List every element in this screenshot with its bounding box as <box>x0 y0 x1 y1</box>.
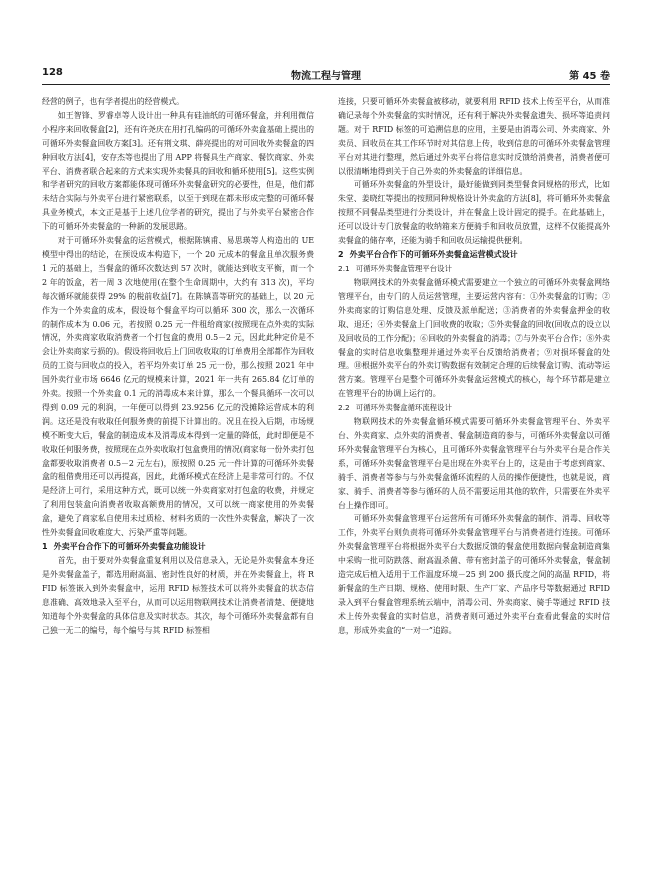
paragraph: 物联网技术的外卖餐盒循环模式需要可循环外卖餐盒管理平台、外卖平台、外卖商家、点外卖的消费者、餐盒制造商的参与，可循环外卖餐盒以可循环外卖餐盒管理平台为核心，且可循环外卖餐盒管理平台与外卖平台是合作关系，可循环外卖餐盒管理平台是出现在外卖平台上的，这是由于考虑到商家、骑手、消费者等参与与外卖餐盒循环流程的人员的操作便捷性，也就是说，商家、骑手、消费者等参与循环的人员不需要运用其他的软件，只需要在外卖平台上操作即可。 <box>338 417 610 510</box>
subsection-heading <box>338 262 610 276</box>
paragraph: 如王智锋、罗睿卓等人设计出一种具有硅油纸的可循环餐盒，并利用微信小程序来回收餐盒[2]，还有许尧庆在用打孔编码的可循环外卖盒基础上提出的可循环外卖餐盒回收方案[3]。还有荆文琪、薛亮提出的对可回收外卖餐盒的四种回收方法[4]，安存杰等也提出了用 APP 将餐具生产商家、餐饮商家、外卖平台、消费者联合起来的方式来实现外卖餐具的回收和循环使用[5]。这些实例和学者研究的回收方案都能体现可循环外卖餐盒研究的必要性，但是，他们都未结合实际与外卖平台进行紧密联系，以至于到现在都未形成完整的可循环餐具业务模式，本文正是基于上述几位学者的研究，提出了与外卖平台紧密合作下的可循环外卖餐盒的一种新的发展思路。 <box>42 110 314 232</box>
paragraph: 物联网技术的外卖餐盒循环模式需要建立一个独立的可循环外卖餐盒网络管理平台，由专门的人员运营管理，主要运营内容有：①外卖餐盒的订购；②外卖商家的订购信息处理、反馈及派单配送；③消费者的外卖餐盒押金的收取、退还；④外卖餐盒上门回收费的收取；⑤外卖餐盒的回收(回收点的设立以及回收员的工作分配)；⑥回收的外卖餐盒的消毒；⑦与外卖平台合作；⑧外卖餐盒的实时信息收集整理并通过外卖平台反馈给消费者；⑨对损坏餐盒的处理。⑩根据外卖平台的外卖订购数据有效制定合理的后续餐盒订购、流动等运营方案。管理平台是整个可循环外卖餐盒运营模式的核心，每个环节都是建立在管理平台的协调上运行的。 <box>338 277 610 399</box>
header-rule <box>42 84 610 85</box>
right-column <box>338 95 610 870</box>
paragraph: 对于可循环外卖餐盒的运营模式，根据陈镇甫、易思瑛等人构造出的 UE 模型中得出的结论，在预设成本构造下，一个 20 元成本的餐盒且单次服务费 1 元的基础上，当餐盒的循环次数达到 57 次时，就能达到收支平衡，而一个 2 年的饭盒，若一周 3 次地使用(在整个生命周期中，大约有 313 次)，平均每次循环就能获得 29% 的税前收益[7]。在陈镇喜等研究的基础上，以 20 元作为一个外卖盒的成本，假设每个餐盒平均可以循环 300 次，那么一次循环的制作成本为 0.06 元，若按照 0.25 元一件租给商家(按照现在点外卖的实际情况，外卖商家收取消费者一个打包盒的费用 0.5－2 元，因此此种定价是不会让外卖商家亏损的)。假设将回收后上门回收收取的订单费用全部都作为回收员的工资与回收点的投入，若平均外卖订单 25 元一份，那么按照 2021 年中国外卖行业市场 6646 亿元的规模来计算，2021 年一共有 265.84 亿订单的外卖。按照一个外卖盒 0.1 元的消毒成本来计算，那么一个餐具循环一次可以得到 0.09 元的利润，一年便可以得到 23.9256 亿元的没摊除运营成本的利润。这还是没有收取任何服务费的前提下计算出的。况且在投入后期，市场规模不断变大后，餐盒的制造成本及消毒成本得到一定量的降低，此时即便是不收取任何服务费，按照现在点外卖收取打包盒费用的情况(商家每一份外卖打包盒都要收取消费者 0.5－2 元左右)，原按照 0.25 元一件计算的可循环外卖餐盒的租借费用还可以再提高，因此，此循环模式在经济上是非常可行的。不仅是经济上可行，采用这种方式，既可以统一外卖商家对打包盒的收费，并规定了利用包装盒向消费者收取高额费用的情况，又可以统一商家使用的外卖餐盒，避免了商家私自使用未过质检、材料劣质的一次性外卖餐盒，解决了一次性外卖餐盒回收难度大、污染严重等问题。 <box>42 236 314 538</box>
subsection-number: 2.2 <box>338 403 350 413</box>
page-number: 128 <box>42 67 63 78</box>
paragraph: 可循环外卖餐盒管理平台运营所有可循环外卖餐盒的制作、消毒、回收等工作，外卖平台则负责将可循环外卖餐盒管理平台与消费者进行连接。可循环外卖餐盒管理平台将根据外卖平台大数据反馈的餐盒使用数据向餐盒制造商集中采购一批可防跌落、耐高温杀菌、带有密封盖子的可循环外卖餐盒，餐盒制造完成后植入适用于工作温度环境－25 到 200 摄氏度之间的高温 RFID，将新餐盒的生产日期、规格、使用时限、生产厂家、产品序号等数据通过 RFID 录入到平台餐盒管理系统云端中，消毒公司、外卖商家、骑手等通过 RFID 技术上传外卖餐盒的实时信息，消费者则可通过外卖平台查看此餐盒的实时信息，形成外卖盒的“一对一”追踪。 <box>338 514 610 635</box>
subsection-number: 2.1 <box>338 263 350 273</box>
subsection-heading <box>338 401 610 415</box>
paragraph: 经营的例子，也有学者提出的经营模式。 <box>42 97 185 106</box>
section-title: 外卖平台合作下的可循环外卖餐盒功能设计 <box>53 542 206 551</box>
section-number: 1 <box>42 542 48 551</box>
page-header <box>42 67 610 81</box>
journal-title: 物流工程与管理 <box>291 71 361 82</box>
subsection-title: 可循环外卖餐盒循环流程设计 <box>355 403 452 413</box>
section-title: 外卖平台合作下的可循环外卖餐盒运营模式设计 <box>349 249 518 259</box>
paragraph: 连接，只要可循环外卖餐盒被移动，就要利用 RFID 技术上传至平台，从而准确记录每个外卖餐盒的实时情况，还有利于解决外卖餐盒遗失、损坏等追责问题。对于 RFID 标签的可追溯信息的应用，主要是由消毒公司、外卖商家、外卖员、回收员在其工作环节时对其信息上传，收到信息的可循环外卖餐盒管理平台对其进行整理，然后通过外卖平台将信息实时反馈给消费者，消费者便可以很清晰地得到关于自己外卖的外卖餐盒的详细信息。 <box>338 97 610 176</box>
paragraph: 可循环外卖餐盒的外型设计，最好能做到同类型餐食同规格的形式，比如朱堂、姜晓红等提出的按照同种规格设计外卖盒的方法[8]，将可循环外卖餐盒按照不同餐品类型进行分类设计，并在餐盒上设计固定的提手。在此基础上，还可以设计专门放餐盒的收纳箱来方便骑手和回收员放置，这样不仅能提高外卖餐盒的储存率，还能为骑手和回收员运输提供便利。 <box>338 180 610 246</box>
section-heading <box>42 540 314 554</box>
section-heading <box>338 248 610 262</box>
volume-label: 第 45 卷 <box>569 71 610 82</box>
section-number: 2 <box>338 249 344 259</box>
paragraph: 首先，由于要对外卖餐盒重复利用以及信息录入，无论是外卖餐盒本身还是外卖餐盒盖子，都选用耐高温、密封性良好的材质，并在外卖餐盒上，将 RFID 标签嵌入到外卖餐盒中，运用 RFID 标签技术可以将外卖餐盒的状态信息准确、高效地录入至平台，从而可以运用物联网技术让消费者清楚、便捷地知道每个外卖餐盒的具体信息及实时状态。其次，每个可循环外卖餐盒都有自己独一无二的编号，每个编号与其 RFID 标签相 <box>42 556 314 635</box>
subsection-title: 可循环外卖餐盒管理平台设计 <box>355 263 452 273</box>
left-column <box>42 95 314 870</box>
